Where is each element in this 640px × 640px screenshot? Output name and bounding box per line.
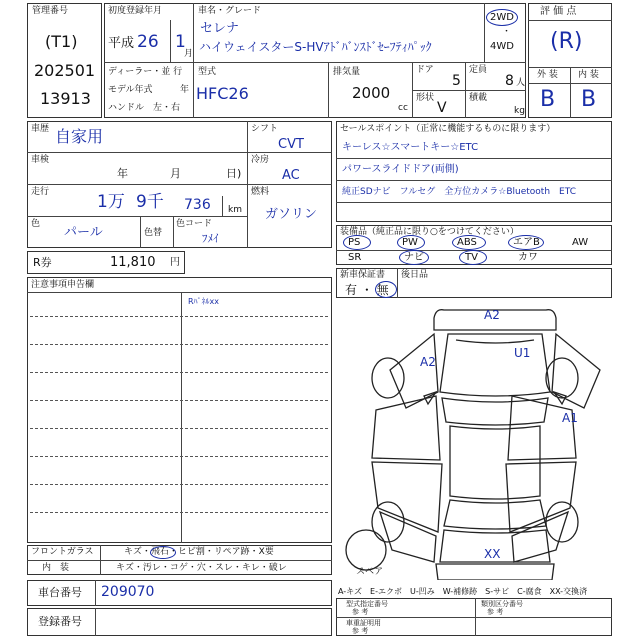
shift-label: シフト: [251, 124, 279, 134]
stamp-s1: 型式指定番号: [346, 600, 388, 608]
inspect-year: 年: [117, 167, 128, 180]
equip-aw: AW: [572, 237, 589, 248]
model-value: HFC26: [196, 84, 249, 103]
stamp-s4: 参 考: [487, 608, 504, 616]
usage-label: 車歴: [31, 124, 50, 134]
eval-label: 評 価 点: [540, 6, 577, 17]
drive-dot: ・: [502, 27, 512, 37]
stamp-s5: 車重証明用: [346, 619, 381, 627]
recycle-label: R券: [33, 256, 52, 269]
inspect-month: 月: [170, 167, 181, 180]
disp-value: 2000: [352, 84, 391, 102]
main-top-box: [104, 3, 526, 118]
later-label: 後日品: [401, 270, 429, 280]
chassis-value: 209070: [101, 584, 155, 600]
legend: A-キズ E-エクボ U-凹み W-補修跡 S-サビ C-腐食 XX-交換済: [338, 587, 588, 596]
stamp-s6: 参 考: [352, 627, 369, 635]
mgmt-label: 管理番号: [32, 6, 69, 16]
code-label: 色コード: [176, 219, 213, 229]
mileage-rest: 736: [184, 197, 211, 213]
dealer-line2-unit: 年: [180, 85, 190, 95]
color-value: パール: [64, 225, 103, 240]
warranty-value: 有 ・ 無: [345, 283, 389, 297]
recycle-value: 11,810: [110, 255, 156, 270]
mark-u1: U1: [514, 346, 531, 360]
equip-sr: SR: [348, 252, 362, 263]
mark-a2-front: A2: [484, 308, 500, 322]
mgmt-num1: 202501: [34, 61, 96, 80]
door-value: 5: [452, 73, 461, 89]
stamp-s3: 参 考: [352, 608, 369, 616]
equip-abs: ABS: [457, 237, 477, 248]
mark-a1: A1: [562, 411, 578, 425]
drive-4wd: 4WD: [490, 41, 514, 52]
car-label: 車名・グレード: [198, 6, 262, 16]
dealer-line3: ハンドル 左・右: [108, 103, 181, 113]
spare-label: スペア: [356, 567, 384, 577]
car-name: セレナ: [200, 21, 240, 36]
equip-ps: PS: [348, 237, 361, 248]
drive-2wd-circle: [486, 9, 518, 26]
equip-pw: PW: [402, 237, 418, 248]
cap-label: 定員: [469, 65, 488, 75]
mileage-unit: km: [228, 205, 242, 215]
equip-pw-circle: [397, 235, 425, 250]
ac-value: AC: [282, 168, 300, 183]
mileage-man: 1万: [97, 192, 125, 212]
reg-month-unit: 月: [184, 49, 194, 59]
equip-leather: カワ: [518, 252, 538, 263]
disp-label: 排気量: [333, 67, 361, 77]
glass-value: キズ・飛石・ヒビ割・リペア跡・X要: [124, 547, 274, 557]
shape-label: 形状: [416, 93, 435, 103]
ac-label: 冷房: [251, 155, 270, 165]
equip-abs-circle: [452, 235, 486, 250]
usage-value: 自家用: [55, 127, 104, 146]
fuel-label: 燃料: [251, 187, 270, 197]
equip-tv: TV: [465, 252, 478, 263]
interior-value: キズ・汚レ・コゲ・穴・スレ・キレ・破レ: [116, 563, 287, 573]
sales-label: セールスポイント（正常に機能するものに限ります）: [340, 124, 556, 134]
notes-value: Rﾊﾟﾈﾙxx: [188, 297, 220, 306]
load-unit: kg: [514, 106, 525, 116]
stamp-s2: 類別区分番号: [481, 600, 523, 608]
load-label: 積載: [469, 93, 488, 103]
inspect-label: 車検: [31, 155, 50, 165]
reg-month: 1: [175, 32, 186, 52]
recycle-unit: 円: [170, 257, 180, 268]
sales-line2: パワースライドドア(両側): [342, 164, 459, 175]
int-label: 内 装: [578, 70, 599, 80]
car-diagram: [336, 300, 612, 580]
mark-a2-left: A2: [420, 355, 436, 369]
regno-label: 登録番号: [38, 615, 82, 628]
reg-label: 初度登録年月: [108, 6, 163, 16]
door-label: ドア: [416, 65, 434, 75]
ext-label: 外 装: [537, 70, 558, 80]
car-grade: ハイウェイスターS-HVｱﾄﾞﾊﾞﾝｽﾄﾞｾｰﾌﾃｨﾊﾟｯｸ: [199, 40, 432, 54]
color-swap: 色替: [144, 228, 163, 238]
mgmt-num2: 13913: [40, 89, 91, 108]
mgmt-t1: (T1): [45, 32, 78, 51]
warranty-circle: [375, 281, 397, 298]
interior-label: 内 装: [42, 563, 70, 573]
drive-2wd: 2WD: [490, 12, 514, 23]
dealer-line2: モデル年式: [108, 85, 153, 95]
sales-line1: キーレス☆スマートキー☆ETC: [342, 142, 479, 153]
mileage-sen: 9千: [136, 192, 164, 212]
shape-value: V: [437, 100, 447, 116]
dealer-line1: ディーラー・並 行: [108, 67, 183, 77]
equip-airbag-circle: [508, 235, 544, 250]
model-label: 型式: [198, 67, 217, 77]
equip-tv-circle: [459, 250, 487, 265]
cap-unit: 人: [516, 78, 526, 88]
sales-line3: 純正SDナビ フルセグ 全方位カメラ☆Bluetooth ETC: [342, 187, 576, 197]
chassis-label: 車台番号: [38, 586, 82, 599]
fuel-value: ガソリン: [265, 207, 318, 222]
cap-value: 8: [505, 73, 514, 89]
equip-label: 装備品（純正品に限り○をつけてください）: [340, 227, 519, 237]
reg-era: 平成: [108, 36, 135, 51]
glass-label: フロントガラス: [31, 547, 94, 557]
ext-grade: B: [540, 87, 556, 112]
equip-navi-circle: [399, 250, 429, 265]
equip-ps-circle: [343, 235, 371, 250]
mark-xx: XX: [484, 547, 501, 561]
inspect-day: 日): [226, 167, 242, 180]
equip-navi: ナビ: [404, 252, 424, 263]
color-label: 色: [31, 219, 41, 229]
equip-airbag: エアB: [513, 237, 540, 248]
notes-label: 注意事項申告欄: [31, 280, 95, 290]
reg-year: 26: [137, 32, 159, 52]
disp-unit: cc: [398, 103, 408, 113]
glass-circle: [150, 546, 176, 559]
warranty-label: 新車保証書: [340, 270, 386, 280]
shift-value: CVT: [278, 137, 304, 152]
int-grade: B: [581, 87, 597, 112]
mileage-label: 走行: [31, 187, 50, 197]
code-value: ﾌﾒｲ: [202, 232, 219, 245]
eval-score: (R): [550, 29, 583, 54]
